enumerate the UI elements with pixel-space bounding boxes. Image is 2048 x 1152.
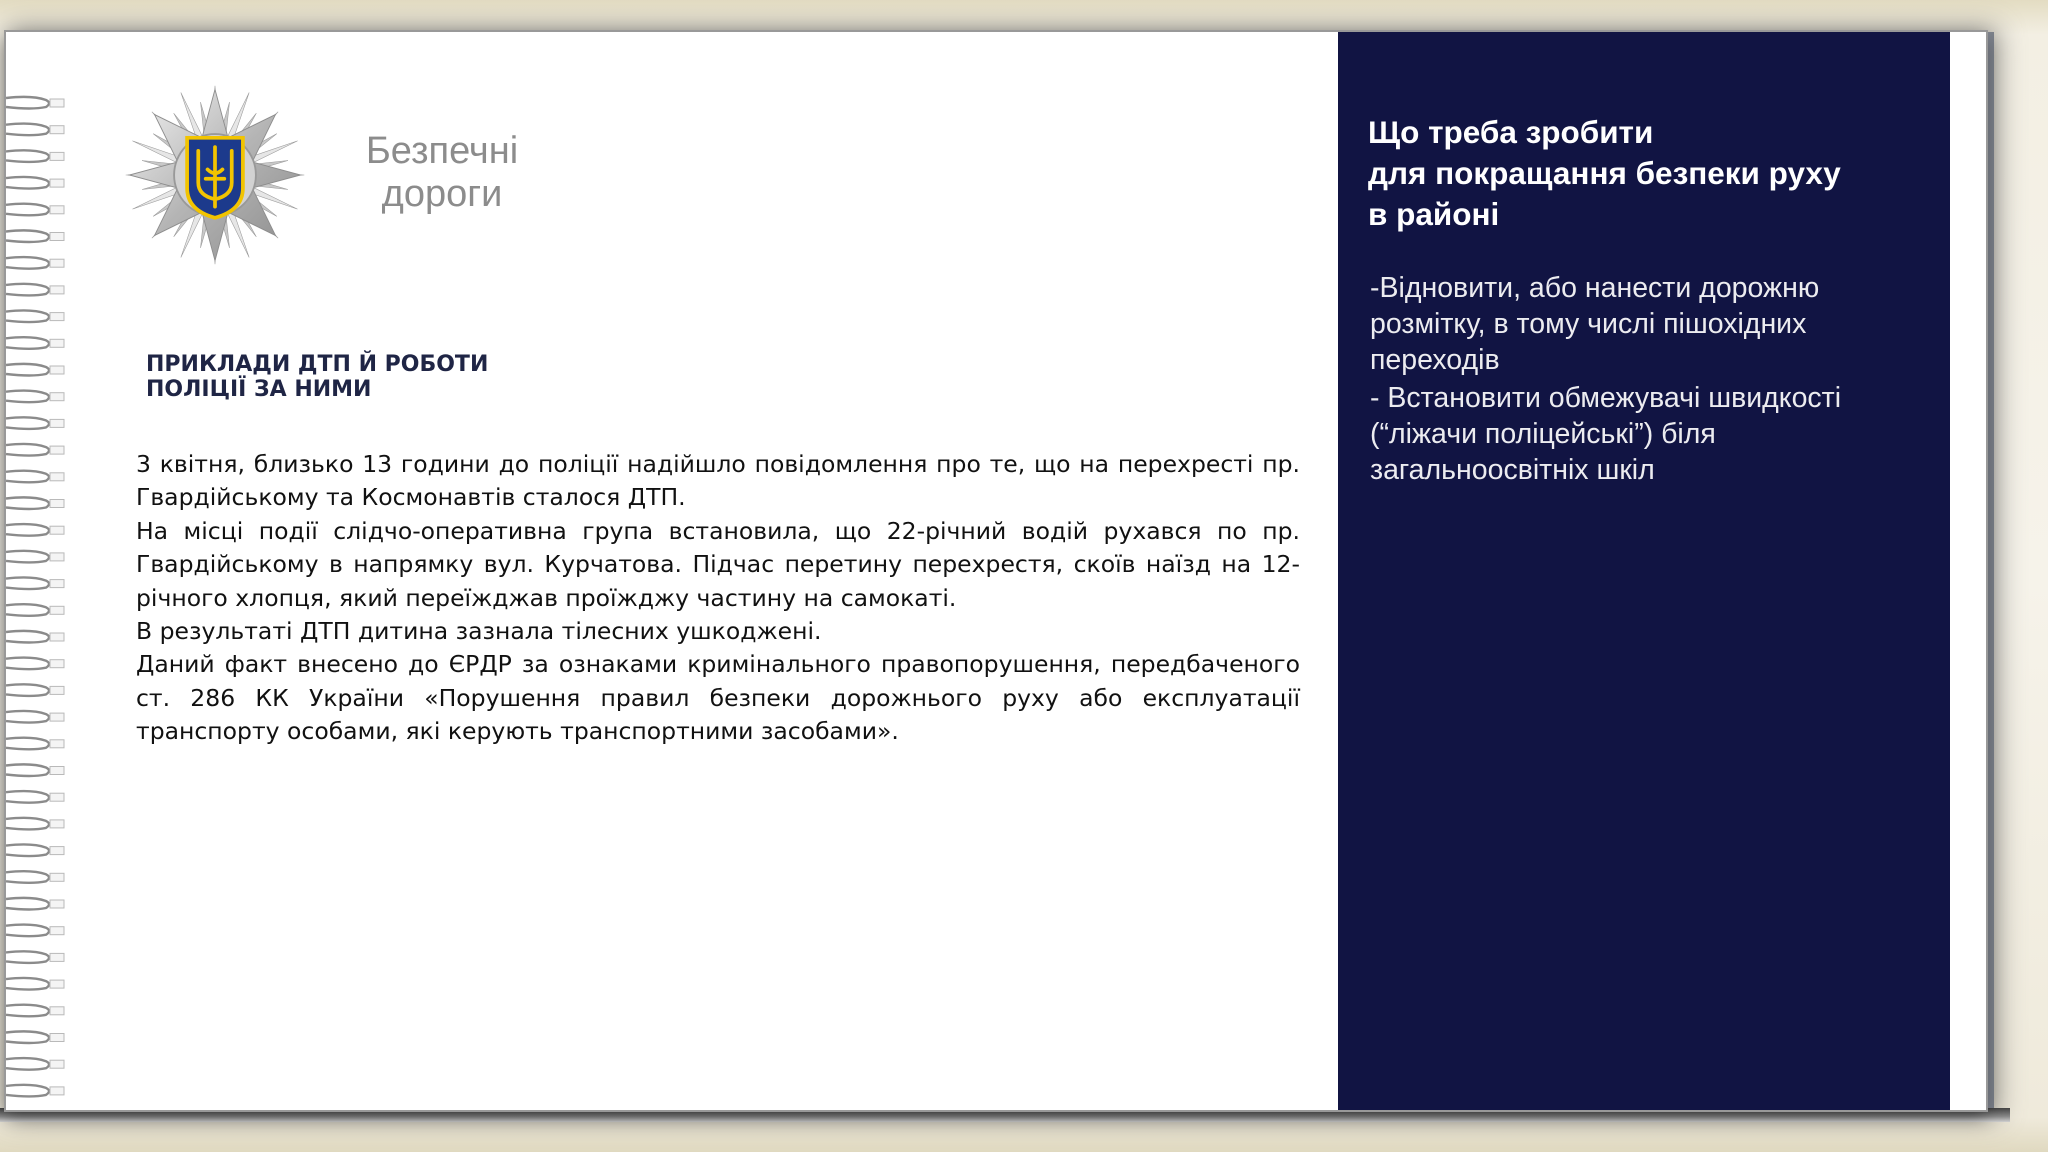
binding-ring — [6, 497, 49, 509]
binding-hole — [50, 1087, 64, 1095]
binding-hole — [50, 873, 64, 881]
binding-ring — [6, 230, 49, 242]
left-panel — [6, 32, 1338, 1110]
binding-hole — [50, 393, 64, 401]
recommendation-item: -Відновити, або нанести дорожню розмітку, в тому числі пішохідних переходів — [1370, 272, 1820, 376]
binding-hole — [50, 259, 64, 267]
binding-ring — [6, 150, 49, 162]
binding-hole — [50, 980, 64, 988]
binding-hole — [50, 580, 64, 588]
article-paragraph: 3 квітня, близько 13 години до поліції надійшло повідомлення про те, що на перехресті пр. Гвардійському та Космонавтів сталося ДТП. — [136, 450, 1300, 512]
binding-ring — [6, 684, 49, 696]
binding-hole — [50, 419, 64, 427]
recommendations-panel — [1338, 32, 1950, 1110]
binding-ring — [6, 524, 49, 536]
binding-ring — [6, 364, 49, 376]
binding-ring — [6, 844, 49, 856]
binding-ring — [6, 738, 49, 750]
binding-ring — [6, 1085, 49, 1097]
incident-article — [136, 448, 1300, 749]
recommendations-list — [1370, 270, 1910, 490]
binding-ring — [6, 898, 49, 910]
binding-ring — [6, 764, 49, 776]
binding-ring — [6, 711, 49, 723]
binding-hole — [50, 366, 64, 374]
recommendations-title — [1368, 112, 1928, 235]
binding-hole — [50, 1007, 64, 1015]
article-paragraph: На місці події слідчо-оперативна група встановила, що 22-річний водій рухався по пр. Гвардійському в напрямку вул. Курчатова. Підчас перетину перехрестя, скоїв наїзд на 12-річного хлопця, який переїжджав проїжджу частину на самокаті. — [136, 516, 1300, 612]
binding-ring — [6, 124, 49, 136]
binding-hole — [50, 660, 64, 668]
binding-ring — [6, 791, 49, 803]
binding-hole — [50, 126, 64, 134]
binding-ring — [6, 391, 49, 403]
binding-hole — [50, 1034, 64, 1042]
binding-ring — [6, 1058, 49, 1070]
spiral-binding — [6, 92, 68, 1110]
binding-hole — [50, 446, 64, 454]
binding-hole — [50, 820, 64, 828]
binding-ring — [6, 551, 49, 563]
binding-ring — [6, 604, 49, 616]
brand-title — [352, 130, 532, 216]
binding-ring — [6, 631, 49, 643]
binding-ring — [6, 978, 49, 990]
binding-ring — [6, 204, 49, 216]
binding-hole — [50, 1060, 64, 1068]
binding-hole — [50, 927, 64, 935]
binding-hole — [50, 500, 64, 508]
recommendations-title-line: Що треба зробити — [1368, 114, 1654, 150]
binding-ring — [6, 284, 49, 296]
section-title-line-1: ПРИКЛАДИ ДТП Й РОБОТИ — [146, 352, 489, 377]
brand-line-2: дороги — [381, 173, 503, 215]
section-title-line-2: ПОЛІЦІЇ ЗА НИМИ — [146, 377, 372, 402]
binding-hole — [50, 713, 64, 721]
binding-ring — [6, 871, 49, 883]
binding-ring — [6, 337, 49, 349]
binding-hole — [50, 179, 64, 187]
binding-ring — [6, 658, 49, 670]
article-paragraph: В результаті ДТП дитина зазнала тілесних ушкоджені. — [136, 617, 822, 646]
binding-hole — [50, 633, 64, 641]
binding-ring — [6, 925, 49, 937]
binding-hole — [50, 793, 64, 801]
binding-hole — [50, 206, 64, 214]
slide — [6, 32, 1986, 1110]
binding-hole — [50, 686, 64, 694]
binding-hole — [50, 767, 64, 775]
binding-ring — [6, 97, 49, 109]
binding-ring — [6, 444, 49, 456]
binding-hole — [50, 606, 64, 614]
binding-hole — [50, 900, 64, 908]
brand-line-1: Безпечні — [365, 130, 519, 172]
binding-ring — [6, 471, 49, 483]
binding-ring — [6, 951, 49, 963]
binding-hole — [50, 233, 64, 241]
binding-hole — [50, 953, 64, 961]
binding-ring — [6, 257, 49, 269]
binding-hole — [50, 847, 64, 855]
binding-hole — [50, 152, 64, 160]
binding-hole — [50, 99, 64, 107]
binding-hole — [50, 553, 64, 561]
binding-ring — [6, 577, 49, 589]
recommendations-title-line: для покращання безпеки руху — [1368, 155, 1841, 191]
recommendations-title-line: в районі — [1368, 196, 1500, 232]
binding-ring — [6, 818, 49, 830]
binding-ring — [6, 1031, 49, 1043]
binding-ring — [6, 1005, 49, 1017]
binding-hole — [50, 286, 64, 294]
binding-hole — [50, 473, 64, 481]
section-title — [146, 352, 546, 402]
binding-ring — [6, 177, 49, 189]
binding-hole — [50, 313, 64, 321]
page-edge-bottom — [0, 1108, 2010, 1122]
binding-hole — [50, 526, 64, 534]
binding-hole — [50, 339, 64, 347]
binding-ring — [6, 310, 49, 322]
article-paragraph: Даний факт внесено до ЄРДР за ознаками кримінального правопорушення, передбаченого ст. 286 КК України «Порушення правил безпеки дорожнього руху або експлуатації транспорту особами, які керують транспортними засобами». — [136, 650, 1300, 746]
binding-hole — [50, 740, 64, 748]
binding-ring — [6, 417, 49, 429]
police-star-trident-icon — [122, 82, 308, 268]
recommendation-item: - Встановити обмежувачі швидкості (“ліжачи поліцейські”) біля загальноосвітніх шкіл — [1370, 382, 1842, 486]
